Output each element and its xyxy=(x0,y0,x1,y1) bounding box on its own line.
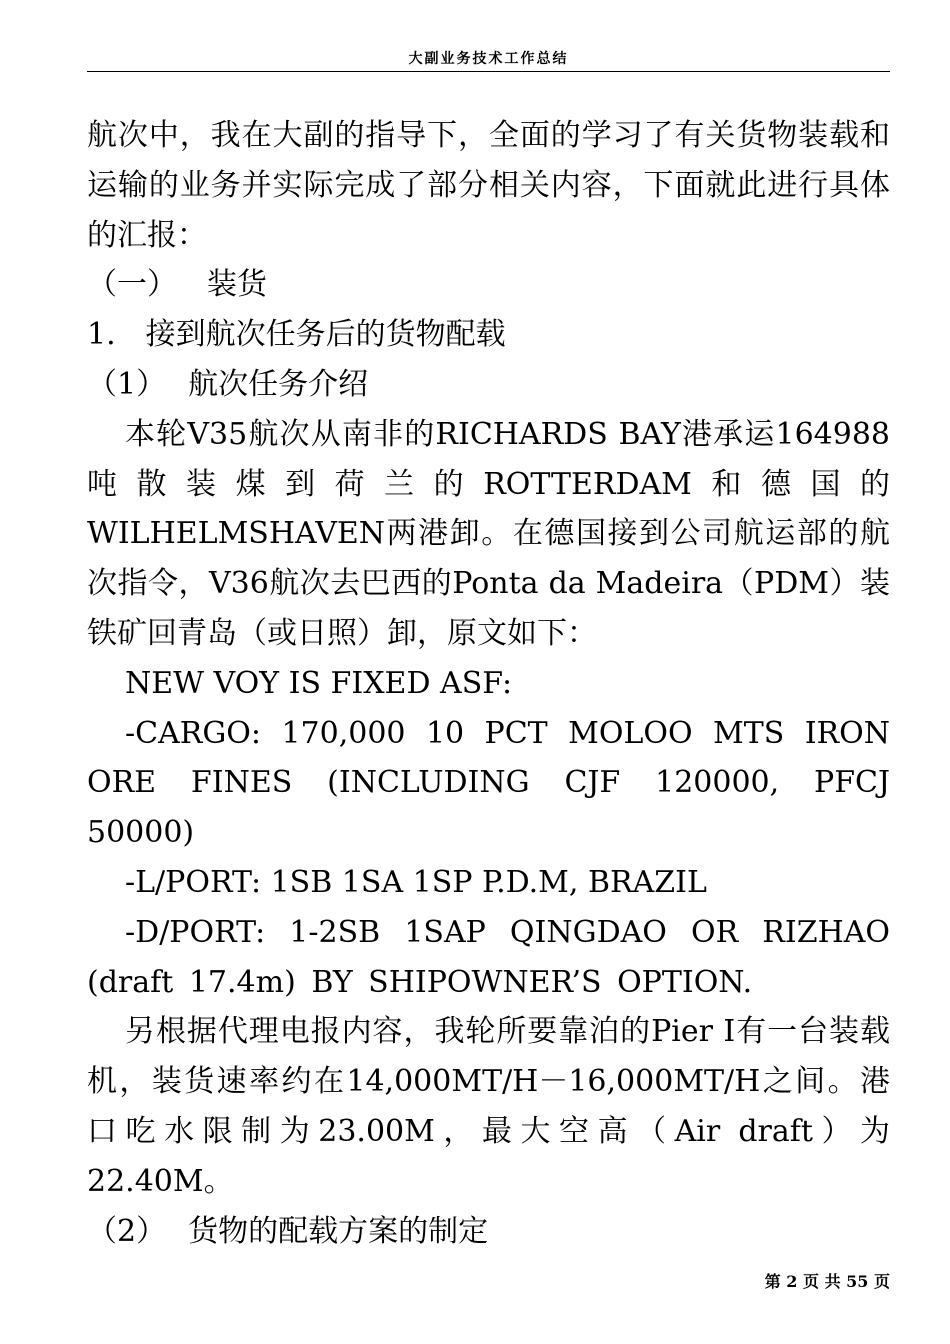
section-heading xyxy=(87,260,890,310)
item-title-1: 航次任务介绍 xyxy=(188,366,369,402)
subsection-title: 接到航次任务后的货物配载 xyxy=(145,317,506,353)
voyage-paragraph: 本轮V35航次从南非的RICHARDS BAY港承运164988吨散装煤到荷兰的ROTTERDAM和德国的WILHELMSHAVEN两港卸。在德国接到公司航运部的航次指令，V36航次去巴西的Ponta da Madeira（PDM）装铁矿回青岛（或日照）卸，原文如下： xyxy=(87,416,890,651)
item-heading-2 xyxy=(87,1207,890,1257)
item-heading-1 xyxy=(87,360,890,410)
telex-line-2: -CARGO: 170,000 10 PCT MOLOO MTS IRON ORE FINES (INCLUDING CJF 120000, PFCJ 50000) xyxy=(87,715,890,851)
subsection-number: 1. xyxy=(87,317,116,353)
agent-paragraph: 另根据代理电报内容，我轮所要靠泊的Pier I有一台装载机，装货速率约在14,000MT/H－16,000MT/H之间。港口吃水限制为23.00M，最大空高（Air draft）为22.40M。 xyxy=(87,1014,890,1199)
header-divider xyxy=(87,71,890,72)
subsection-heading xyxy=(87,310,890,360)
intro-paragraph: 航次中，我在大副的指导下，全面的学习了有关货物装载和运输的业务并实际完成了部分相关内容，下面就此进行具体的汇报： xyxy=(87,118,890,253)
page-header-title: 大副业务技术工作总结 xyxy=(408,51,569,67)
section-number: （一） xyxy=(87,267,177,303)
document-body xyxy=(87,111,890,1256)
item-number-2: （2） xyxy=(87,1213,167,1249)
page-number-footer: 第 2 页 共 55 页 xyxy=(764,1272,890,1291)
item-number-1: （1） xyxy=(87,366,167,402)
item-title-2: 货物的配载方案的制定 xyxy=(188,1213,489,1249)
section-title: 装货 xyxy=(207,267,267,303)
telex-line-4: -D/PORT: 1-2SB 1SAP QINGDAO OR RIZHAO (draft 17.4m) BY SHIPOWNER’S OPTION. xyxy=(87,914,890,1000)
telex-line-1: NEW VOY IS FIXED ASF: xyxy=(125,665,513,701)
telex-line-3: -L/PORT: 1SB 1SA 1SP P.D.M, BRAZIL xyxy=(125,864,707,900)
